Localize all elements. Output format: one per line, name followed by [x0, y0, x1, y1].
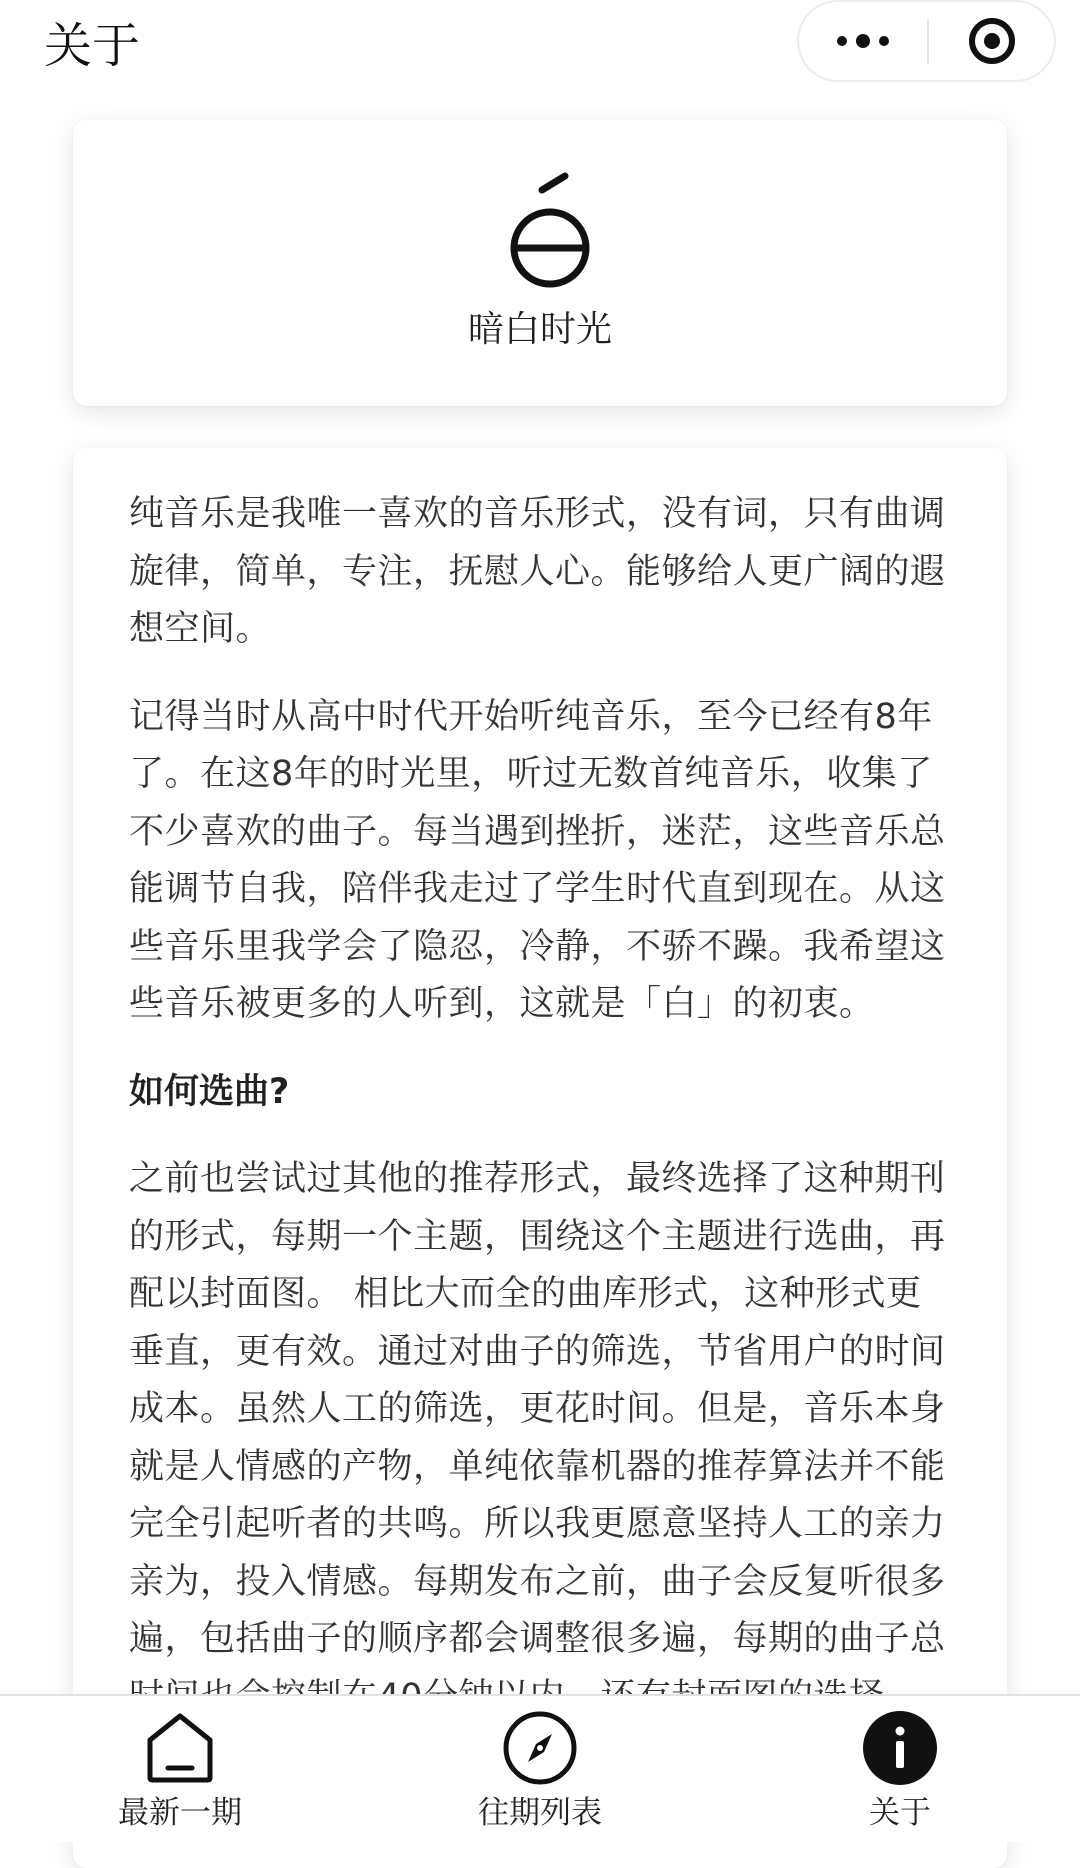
target-close-icon[interactable] [929, 2, 1054, 80]
tab-about[interactable] [720, 1696, 1080, 1842]
about-paragraph: 之前也尝试过其他的推荐形式，最终选择了这种期刊的形式，每期一个主题，围绕这个主题进行选曲，再配以封面图。 相比大而全的曲库形式，这种形式更垂直，更有效。通过对曲子的筛选，节省用户的时间成本。虽然人工的筛选，更花时间。但是，音乐本身就是人情感的产物，单纯依靠机器的推荐算法并不能完全引起听者的共鸣。所以我更愿意坚持人工的亲力亲为，投入情感。每期发布之前，曲子会反复听很多遍，包括曲子的顺序都会调整很多遍，每期的曲子总 [129, 1159, 946, 1659]
tab-archive-list[interactable] [360, 1696, 720, 1842]
tab-label: 最新一期 [118, 1795, 242, 1831]
section-heading: 如何选曲? [129, 1071, 290, 1112]
about-content-card [73, 448, 1007, 1868]
page-title: 关于 [44, 18, 141, 74]
brand-name: 暗白时光 [467, 309, 612, 350]
brand-card [73, 120, 1007, 406]
home-icon [142, 1710, 218, 1786]
tab-label: 关于 [869, 1795, 931, 1831]
compass-icon [502, 1710, 578, 1786]
bottom-tab-bar [0, 1694, 1080, 1842]
info-icon [862, 1710, 938, 1786]
tab-latest-issue[interactable] [0, 1696, 360, 1842]
tab-label: 往期列表 [478, 1795, 602, 1831]
about-paragraph: 纯音乐是我唯一喜欢的音乐形式，没有词，只有曲调旋律，简单，专注，抚慰人心。能够给人更广阔的遐想空间。 [129, 494, 946, 649]
nav-bar [0, 0, 1080, 96]
mini-program-capsule [797, 0, 1056, 82]
brand-logo-icon [500, 168, 600, 298]
about-paragraph: 记得当时从高中时代开始听纯音乐，至今已经有8年了。在这8年的时光里，听过无数首纯音乐，收集了不少喜欢的曲子。每当遇到挫折，迷茫，这些音乐总能调节自我，陪伴我走过了学生时代直到现在。从这些音乐里我学会了隐忍，冷静，不骄不躁。我希望这些音乐被更多的人听到，这就是「白」的初衷。 [129, 696, 946, 1024]
more-dots-icon[interactable] [799, 2, 927, 80]
